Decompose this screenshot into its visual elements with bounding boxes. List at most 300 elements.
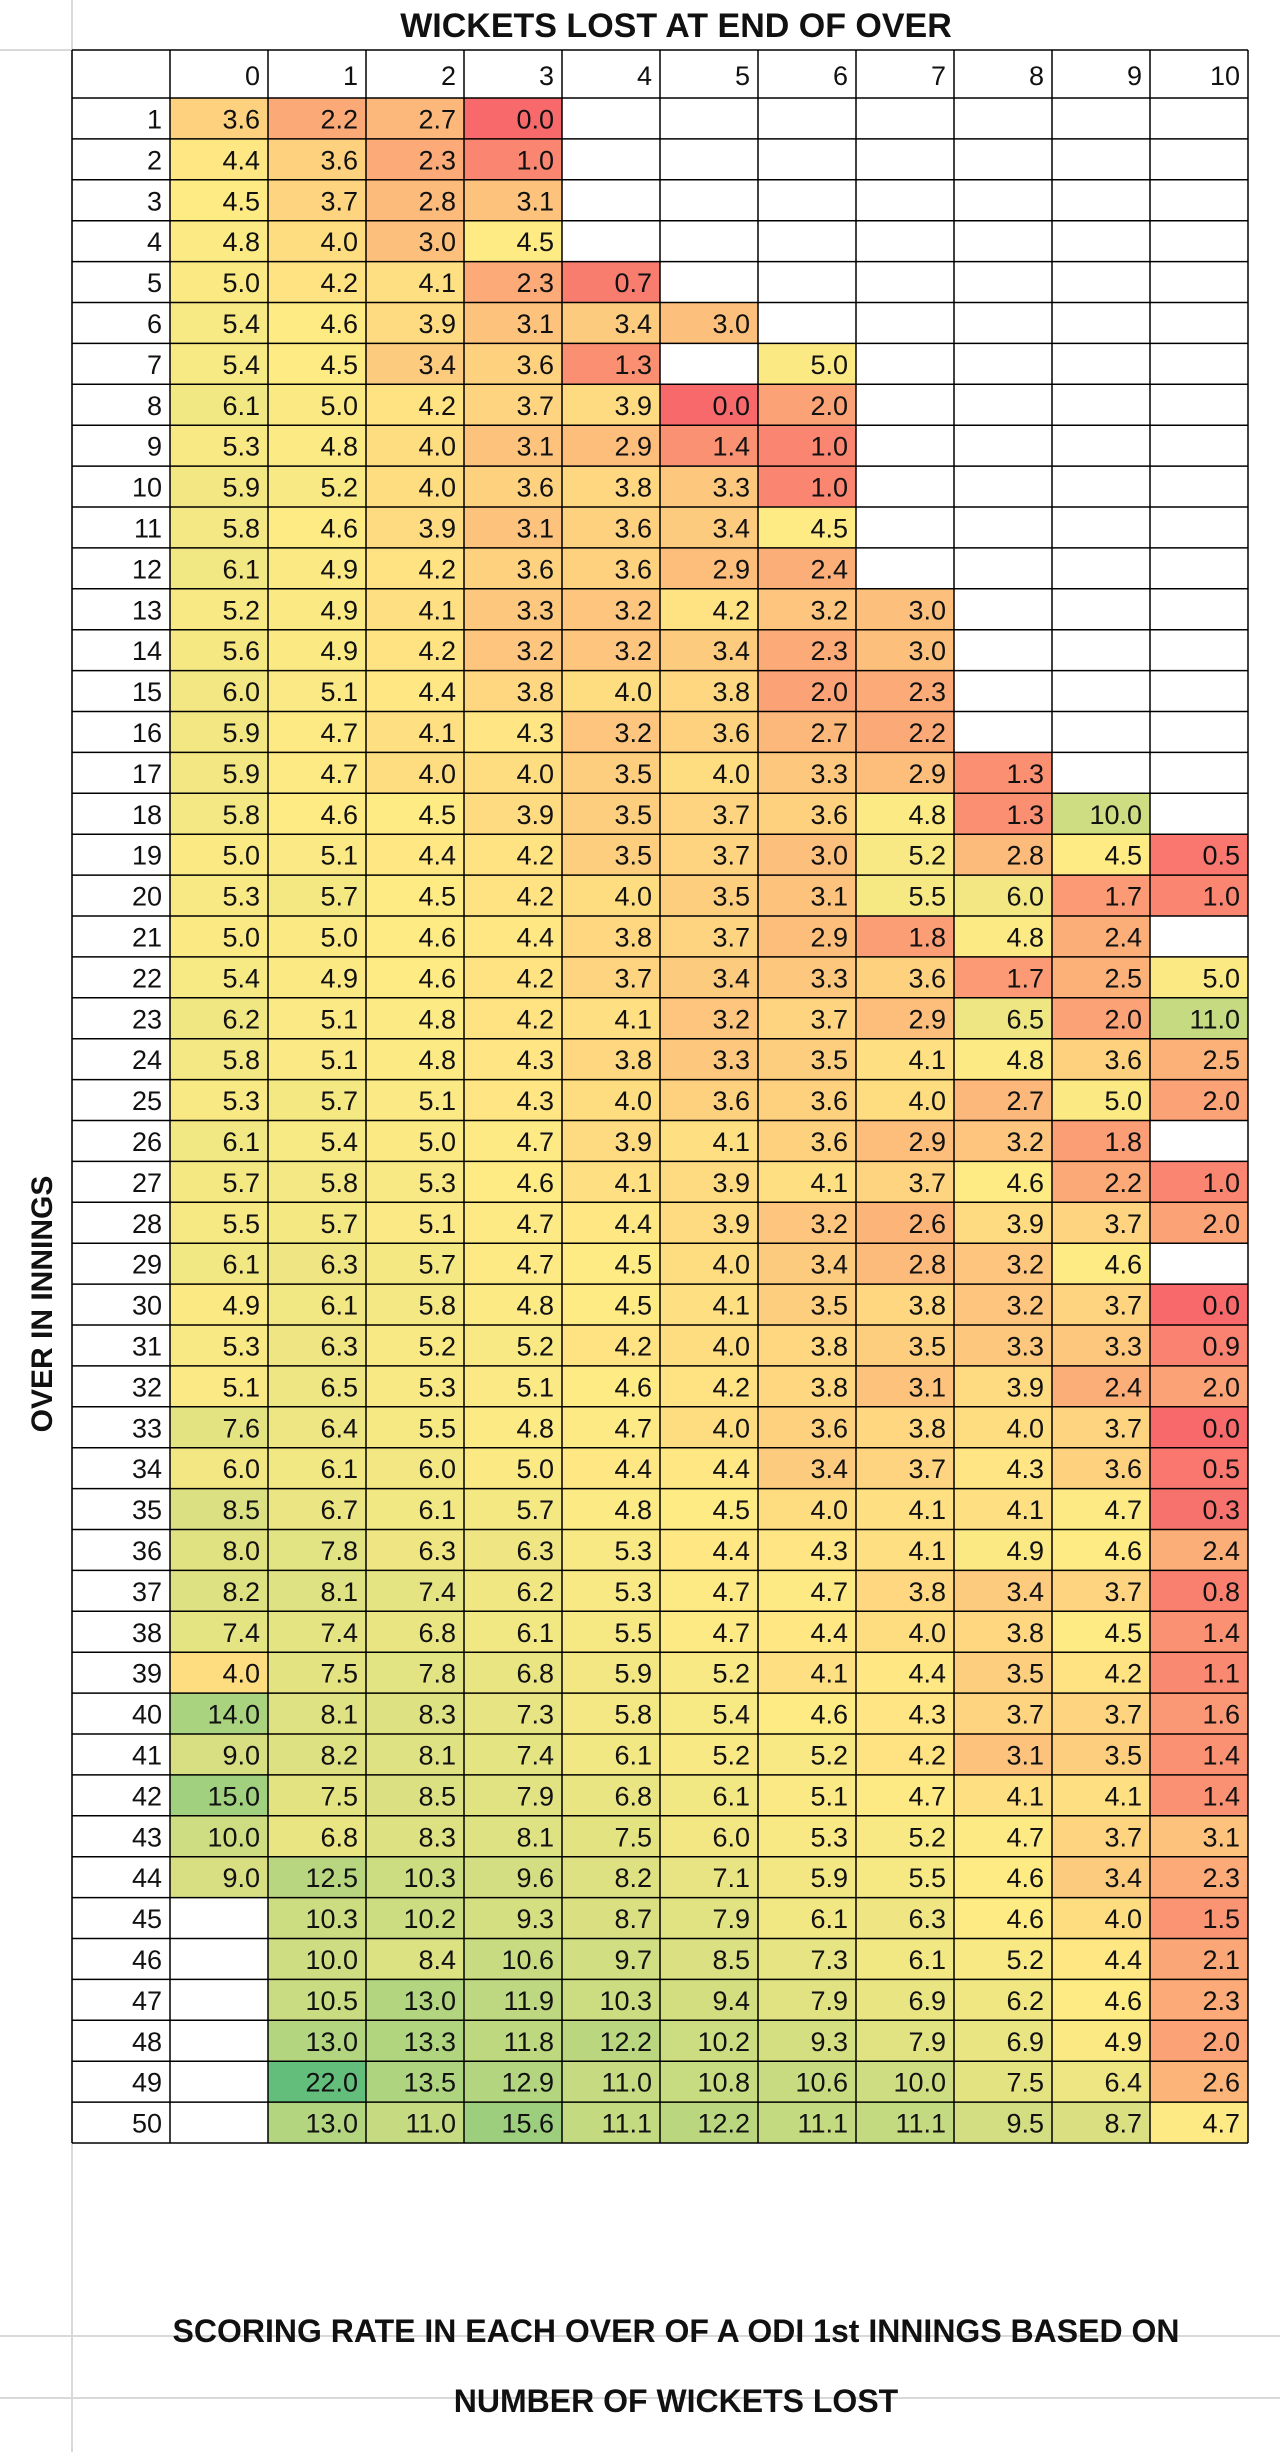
row-label: 43 (131, 1822, 162, 1853)
cell-value-label: 4.1 (1006, 1495, 1044, 1526)
cell-value-label: 6.4 (1104, 2067, 1142, 2098)
cell-value-label: 4.0 (908, 1617, 946, 1648)
empty-cell (1150, 139, 1248, 180)
cell-value-label: 7.8 (418, 1658, 456, 1689)
cell-value-label: 1.1 (1202, 1658, 1240, 1689)
cell-value-label: 8.5 (418, 1781, 456, 1812)
cell-value-label: 8.5 (712, 1944, 750, 1975)
row-label: 23 (131, 1004, 162, 1035)
row-label: 36 (131, 1535, 162, 1566)
row-label: 15 (131, 677, 162, 708)
cell-value-label: 4.4 (908, 1658, 946, 1689)
cell-value-label: 4.9 (320, 636, 358, 667)
cell-value-label: 2.0 (1202, 1208, 1240, 1239)
cell-value-label: 8.5 (222, 1495, 260, 1526)
cell-value-label: 4.0 (1104, 1904, 1142, 1935)
cell-value-label: 3.6 (810, 1086, 848, 1117)
cell-value-label: 7.4 (516, 1740, 554, 1771)
cell-value-label: 5.7 (418, 1249, 456, 1280)
cell-value-label: 7.5 (320, 1781, 358, 1812)
cell-value-label: 3.4 (810, 1454, 848, 1485)
row-label: 16 (131, 717, 162, 748)
cell-value-label: 6.3 (418, 1535, 456, 1566)
cell-value-label: 4.1 (712, 1290, 750, 1321)
cell-value-label: 1.0 (810, 472, 848, 503)
cell-value-label: 4.2 (418, 554, 456, 585)
column-label: 5 (734, 61, 750, 91)
cell-value-label: 5.3 (222, 431, 260, 462)
empty-cell (856, 507, 954, 548)
cell-value-label: 2.9 (908, 1126, 946, 1157)
cell-value-label: 6.3 (516, 1535, 554, 1566)
empty-cell (758, 221, 856, 262)
column-label: 8 (1028, 61, 1044, 91)
cell-value-label: 3.3 (516, 595, 554, 626)
cell-value-label: 2.3 (810, 636, 848, 667)
cell-value-label: 4.5 (320, 349, 358, 380)
cell-value-label: 5.7 (320, 1086, 358, 1117)
cell-value-label: 3.7 (1104, 1290, 1142, 1321)
cell-value-label: 6.2 (1006, 1985, 1044, 2016)
cell-value-label: 11.8 (503, 2026, 554, 2057)
cell-value-label: 5.3 (222, 881, 260, 912)
cell-value-label: 2.6 (908, 1208, 946, 1239)
cell-value-label: 3.5 (810, 1290, 848, 1321)
cell-value-label: 0.8 (1202, 1576, 1240, 1607)
empty-cell (1052, 139, 1150, 180)
cell-value-label: 5.2 (908, 1822, 946, 1853)
empty-cell (1052, 98, 1150, 139)
cell-value-label: 3.5 (614, 758, 652, 789)
cell-value-label: 2.0 (1202, 1372, 1240, 1403)
cell-value-label: 2.2 (908, 717, 946, 748)
cell-value-label: 3.4 (810, 1249, 848, 1280)
cell-value-label: 4.7 (516, 1208, 554, 1239)
empty-cell (1150, 262, 1248, 303)
cell-value-label: 6.1 (516, 1617, 554, 1648)
empty-cell (856, 139, 954, 180)
empty-cell (758, 180, 856, 221)
row-label: 50 (131, 2108, 162, 2139)
empty-cell (1052, 262, 1150, 303)
cell-value-label: 9.6 (516, 1863, 554, 1894)
cell-value-label: 4.4 (614, 1208, 652, 1239)
empty-cell (170, 2102, 268, 2143)
cell-value-label: 2.5 (1104, 963, 1142, 994)
cell-value-label: 3.6 (614, 554, 652, 585)
cell-value-label: 6.9 (908, 1985, 946, 2016)
cell-value-label: 1.3 (1006, 799, 1044, 830)
empty-cell (954, 589, 1052, 630)
cell-value-label: 4.6 (1006, 1167, 1044, 1198)
cell-value-label: 3.4 (614, 308, 652, 339)
cell-value-label: 4.6 (320, 308, 358, 339)
row-label: 34 (131, 1454, 162, 1485)
cell-value-label: 3.2 (810, 595, 848, 626)
empty-cell (1052, 507, 1150, 548)
cell-value-label: 2.4 (1104, 922, 1142, 953)
cell-value-label: 4.4 (614, 1454, 652, 1485)
cell-value-label: 4.3 (516, 1045, 554, 1076)
cell-value-label: 12.5 (305, 1863, 358, 1894)
cell-value-label: 3.2 (614, 636, 652, 667)
row-label: 37 (131, 1576, 162, 1607)
cell-value-label: 4.6 (1104, 1535, 1142, 1566)
cell-value-label: 4.7 (1202, 2108, 1240, 2139)
empty-cell (856, 343, 954, 384)
cell-value-label: 2.8 (908, 1249, 946, 1280)
empty-cell (660, 343, 758, 384)
cell-value-label: 3.7 (810, 1004, 848, 1035)
cell-value-label: 5.2 (712, 1740, 750, 1771)
cell-value-label: 3.1 (516, 308, 554, 339)
cell-value-label: 4.6 (1104, 1985, 1142, 2016)
column-label: 7 (930, 61, 946, 91)
row-label: 40 (131, 1699, 162, 1730)
cell-value-label: 8.2 (222, 1576, 260, 1607)
cell-value-label: 5.8 (222, 1045, 260, 1076)
cell-value-label: 4.0 (712, 1249, 750, 1280)
cell-value-label: 5.8 (222, 799, 260, 830)
cell-value-label: 4.8 (418, 1004, 456, 1035)
cell-value-label: 12.9 (501, 2067, 554, 2098)
row-label: 5 (146, 268, 162, 299)
empty-cell (1052, 180, 1150, 221)
row-label: 13 (131, 595, 162, 626)
empty-cell (954, 466, 1052, 507)
cell-value-label: 4.4 (516, 922, 554, 953)
cell-value-label: 3.7 (1104, 1699, 1142, 1730)
cell-value-label: 5.0 (222, 922, 260, 953)
cell-value-label: 4.5 (614, 1290, 652, 1321)
empty-cell (954, 180, 1052, 221)
cell-value-label: 5.9 (222, 472, 260, 503)
empty-cell (660, 262, 758, 303)
cell-value-label: 4.3 (1006, 1454, 1044, 1485)
cell-value-label: 4.0 (908, 1086, 946, 1117)
cell-value-label: 2.1 (1202, 1944, 1240, 1975)
cell-value-label: 13.3 (403, 2026, 456, 2057)
cell-value-label: 3.8 (810, 1372, 848, 1403)
cell-value-label: 10.3 (305, 1904, 358, 1935)
row-label: 27 (131, 1167, 162, 1198)
cell-value-label: 3.5 (614, 840, 652, 871)
cell-value-label: 7.4 (320, 1617, 358, 1648)
cell-value-label: 3.8 (614, 472, 652, 503)
cell-value-label: 4.9 (1006, 1535, 1044, 1566)
cell-value-label: 5.1 (418, 1208, 456, 1239)
cell-value-label: 22.0 (305, 2067, 358, 2098)
cell-value-label: 4.5 (516, 227, 554, 258)
empty-cell (954, 262, 1052, 303)
cell-value-label: 7.4 (222, 1617, 260, 1648)
cell-value-label: 5.7 (320, 1208, 358, 1239)
row-label: 41 (131, 1740, 162, 1771)
column-label: 9 (1126, 61, 1142, 91)
cell-value-label: 13.0 (305, 2026, 358, 2057)
cell-value-label: 3.6 (516, 472, 554, 503)
cell-value-label: 3.8 (614, 1045, 652, 1076)
cell-value-label: 5.3 (418, 1167, 456, 1198)
cell-value-label: 2.6 (1202, 2067, 1240, 2098)
cell-value-label: 10.8 (697, 2067, 750, 2098)
cell-value-label: 4.0 (418, 758, 456, 789)
cell-value-label: 0.0 (516, 104, 554, 135)
cell-value-label: 5.2 (908, 840, 946, 871)
cell-value-label: 6.4 (320, 1413, 358, 1444)
cell-value-label: 9.3 (810, 2026, 848, 2057)
cell-value-label: 2.9 (908, 1004, 946, 1035)
cell-value-label: 5.4 (222, 308, 260, 339)
cell-value-label: 4.2 (418, 636, 456, 667)
empty-cell (1150, 98, 1248, 139)
empty-cell (1150, 1121, 1248, 1162)
cell-value-label: 10.5 (305, 1985, 358, 2016)
cell-value-label: 3.7 (1104, 1576, 1142, 1607)
cell-value-label: 4.3 (908, 1699, 946, 1730)
cell-value-label: 11.0 (601, 2067, 652, 2098)
cell-value-label: 4.7 (516, 1249, 554, 1280)
cell-value-label: 10.0 (305, 1944, 358, 1975)
cell-value-label: 4.6 (320, 799, 358, 830)
cell-value-label: 4.1 (712, 1126, 750, 1157)
row-label: 48 (131, 2026, 162, 2057)
cell-value-label: 4.5 (1104, 840, 1142, 871)
cell-value-label: 1.8 (908, 922, 946, 953)
cell-value-label: 4.0 (222, 1658, 260, 1689)
cell-value-label: 2.9 (712, 554, 750, 585)
cell-value-label: 4.9 (320, 595, 358, 626)
cell-value-label: 4.6 (418, 963, 456, 994)
cell-value-label: 3.9 (712, 1208, 750, 1239)
cell-value-label: 1.0 (516, 145, 554, 176)
cell-value-label: 11.9 (503, 1985, 554, 2016)
cell-value-label: 11.1 (797, 2108, 848, 2139)
empty-cell (856, 221, 954, 262)
cell-value-label: 3.8 (712, 677, 750, 708)
cell-value-label: 6.1 (712, 1781, 750, 1812)
empty-cell (856, 384, 954, 425)
cell-value-label: 4.1 (810, 1658, 848, 1689)
cell-value-label: 6.1 (222, 1126, 260, 1157)
empty-cell (660, 221, 758, 262)
cell-value-label: 3.6 (810, 1413, 848, 1444)
cell-value-label: 4.9 (320, 963, 358, 994)
cell-value-label: 7.3 (810, 1944, 848, 1975)
cell-value-label: 4.1 (908, 1045, 946, 1076)
cell-value-label: 3.0 (810, 840, 848, 871)
cell-value-label: 3.7 (908, 1454, 946, 1485)
cell-value-label: 9.5 (1006, 2108, 1044, 2139)
empty-cell (856, 466, 954, 507)
cell-value-label: 3.8 (810, 1331, 848, 1362)
cell-value-label: 7.9 (712, 1904, 750, 1935)
empty-cell (1052, 548, 1150, 589)
cell-value-label: 4.2 (516, 1004, 554, 1035)
cell-value-label: 7.1 (712, 1863, 750, 1894)
cell-value-label: 6.1 (222, 554, 260, 585)
empty-cell (1052, 343, 1150, 384)
cell-value-label: 5.3 (614, 1535, 652, 1566)
empty-cell (758, 98, 856, 139)
cell-value-label: 3.6 (810, 799, 848, 830)
cell-value-label: 6.1 (222, 1249, 260, 1280)
empty-cell (1150, 671, 1248, 712)
empty-cell (660, 98, 758, 139)
cell-value-label: 6.0 (1006, 881, 1044, 912)
cell-value-label: 4.2 (712, 595, 750, 626)
cell-value-label: 3.3 (810, 963, 848, 994)
empty-cell (1052, 303, 1150, 344)
cell-value-label: 3.2 (1006, 1126, 1044, 1157)
cell-value-label: 4.6 (810, 1699, 848, 1730)
cell-value-label: 5.3 (810, 1822, 848, 1853)
empty-cell (562, 180, 660, 221)
cell-value-label: 8.4 (418, 1944, 456, 1975)
row-label: 33 (131, 1413, 162, 1444)
cell-value-label: 3.9 (418, 308, 456, 339)
cell-value-label: 4.9 (222, 1290, 260, 1321)
cell-value-label: 4.1 (614, 1004, 652, 1035)
cell-value-label: 5.1 (810, 1781, 848, 1812)
empty-cell (1052, 425, 1150, 466)
row-label: 3 (146, 186, 162, 217)
cell-value-label: 4.9 (1104, 2026, 1142, 2057)
cell-value-label: 4.6 (320, 513, 358, 544)
cell-value-label: 6.0 (222, 1454, 260, 1485)
cell-value-label: 9.0 (222, 1863, 260, 1894)
cell-value-label: 13.0 (305, 2108, 358, 2139)
cell-value-label: 7.8 (320, 1535, 358, 1566)
cell-value-label: 0.0 (712, 390, 750, 421)
cell-value-label: 3.7 (712, 922, 750, 953)
cell-value-label: 5.9 (810, 1863, 848, 1894)
cell-value-label: 4.3 (516, 1086, 554, 1117)
cell-value-label: 5.3 (418, 1372, 456, 1403)
cell-value-label: 0.5 (1202, 1454, 1240, 1485)
cell-value-label: 7.9 (908, 2026, 946, 2057)
cell-value-label: 2.7 (1006, 1086, 1044, 1117)
cell-value-label: 4.4 (712, 1454, 750, 1485)
empty-cell (170, 1979, 268, 2020)
cell-value-label: 4.8 (516, 1413, 554, 1444)
cell-value-label: 4.8 (1006, 1045, 1044, 1076)
cell-value-label: 0.5 (1202, 840, 1240, 871)
cell-value-label: 1.5 (1202, 1904, 1240, 1935)
cell-value-label: 1.0 (1202, 881, 1240, 912)
row-label: 7 (146, 349, 162, 380)
empty-cell (856, 98, 954, 139)
cell-value-label: 4.7 (712, 1617, 750, 1648)
cell-value-label: 4.8 (222, 227, 260, 258)
row-label: 32 (131, 1372, 162, 1403)
cell-value-label: 4.0 (712, 1413, 750, 1444)
cell-value-label: 4.6 (1104, 1249, 1142, 1280)
cell-value-label: 3.8 (516, 677, 554, 708)
cell-value-label: 4.8 (516, 1290, 554, 1321)
cell-value-label: 3.5 (908, 1331, 946, 1362)
empty-cell (758, 262, 856, 303)
cell-value-label: 4.6 (516, 1167, 554, 1198)
empty-cell (1052, 630, 1150, 671)
cell-value-label: 6.1 (320, 1290, 358, 1321)
row-label: 10 (131, 472, 162, 503)
cell-value-label: 5.8 (614, 1699, 652, 1730)
row-label: 44 (131, 1863, 162, 1894)
cell-value-label: 3.5 (1006, 1658, 1044, 1689)
cell-value-label: 5.8 (418, 1290, 456, 1321)
cell-value-label: 1.0 (810, 431, 848, 462)
row-label: 29 (131, 1249, 162, 1280)
cell-value-label: 2.0 (1104, 1004, 1142, 1035)
cell-value-label: 9.0 (222, 1740, 260, 1771)
cell-value-label: 15.0 (207, 1781, 260, 1812)
cell-value-label: 4.9 (320, 554, 358, 585)
cell-value-label: 8.0 (222, 1535, 260, 1566)
cell-value-label: 4.7 (810, 1576, 848, 1607)
cell-value-label: 6.0 (712, 1822, 750, 1853)
cell-value-label: 7.4 (418, 1576, 456, 1607)
cell-value-label: 2.8 (418, 186, 456, 217)
cell-value-label: 5.3 (222, 1086, 260, 1117)
cell-value-label: 4.7 (908, 1781, 946, 1812)
cell-value-label: 3.7 (1006, 1699, 1044, 1730)
cell-value-label: 4.8 (418, 1045, 456, 1076)
cell-value-label: 3.7 (712, 799, 750, 830)
row-label: 2 (146, 145, 162, 176)
row-label: 26 (131, 1126, 162, 1157)
cell-value-label: 7.5 (1006, 2067, 1044, 2098)
cell-value-label: 5.0 (222, 268, 260, 299)
cell-value-label: 4.7 (516, 1126, 554, 1157)
cell-value-label: 4.6 (1006, 1863, 1044, 1894)
empty-cell (562, 139, 660, 180)
cell-value-label: 5.9 (222, 758, 260, 789)
cell-value-label: 5.8 (320, 1167, 358, 1198)
row-label: 21 (131, 922, 162, 953)
cell-value-label: 3.9 (614, 1126, 652, 1157)
cell-value-label: 4.1 (614, 1167, 652, 1198)
cell-value-label: 6.8 (516, 1658, 554, 1689)
cell-value-label: 4.7 (320, 717, 358, 748)
cell-value-label: 3.6 (516, 554, 554, 585)
cell-value-label: 4.0 (418, 431, 456, 462)
cell-value-label: 4.1 (418, 268, 456, 299)
column-label: 1 (342, 61, 358, 91)
cell-value-label: 3.2 (1006, 1249, 1044, 1280)
cell-value-label: 5.2 (418, 1331, 456, 1362)
cell-value-label: 4.2 (1104, 1658, 1142, 1689)
cell-value-label: 5.4 (222, 349, 260, 380)
row-label: 12 (131, 554, 162, 585)
cell-value-label: 8.2 (614, 1863, 652, 1894)
cell-value-label: 1.3 (1006, 758, 1044, 789)
row-label: 30 (131, 1290, 162, 1321)
cell-value-label: 10.0 (1089, 799, 1142, 830)
cell-value-label: 2.3 (418, 145, 456, 176)
cell-value-label: 6.2 (516, 1576, 554, 1607)
empty-cell (1150, 630, 1248, 671)
cell-value-label: 1.4 (1202, 1781, 1240, 1812)
cell-value-label: 0.3 (1202, 1495, 1240, 1526)
empty-cell (170, 1939, 268, 1980)
row-label: 11 (133, 513, 162, 544)
cell-value-label: 3.4 (712, 636, 750, 667)
cell-value-label: 5.4 (320, 1126, 358, 1157)
cell-value-label: 4.5 (418, 799, 456, 830)
cell-value-label: 3.7 (908, 1167, 946, 1198)
cell-value-label: 3.3 (1104, 1331, 1142, 1362)
